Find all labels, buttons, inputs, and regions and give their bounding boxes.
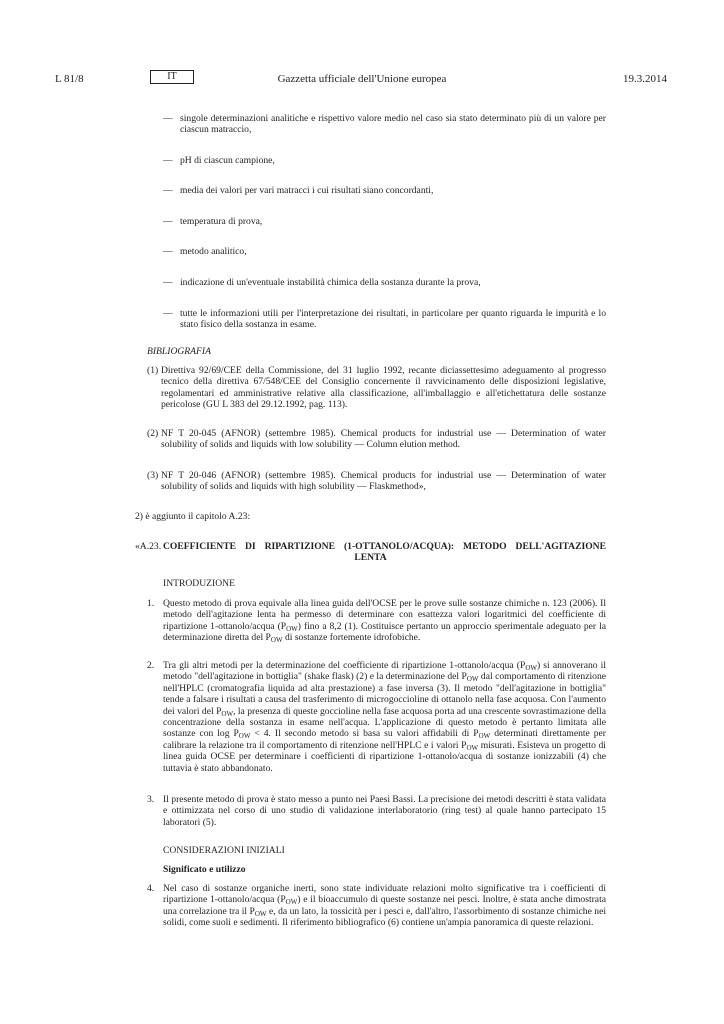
- paragraph-2: 2. Tra gli altri metodi per la determinazione del coefficiente di ripartizione 1-ottanolo/acqua $(P_{OW})$ si annoverano il metodo "dell'agitazione in bottiglia" (shake flask) (2) e la determinazione del $P_{OW}$ dal comportamento di ritenzione nell'HPLC (cromatografia liquida ad alta prestazione) a fase inversa (3). Il metodo "dell'agitazione in bottiglia" tende a falsare i risultati a causa del trasferimento di microgoccioline di ottanolo nella fase acquosa. Con l'aumento dei valori del $P_{OW}$, la presenza di queste goccioline nella fase acquosa porta ad una crescente sovrastimazione della concentrazione della sostanza in esame nell'acqua. L'applicazione di questo metodo è pertanto limitata alle sostanze con $\log P_{OW} < 4$. Il secondo metodo si basa su valori affidabili di $P_{OW}$ determinati direttamente per calibrare la relazione tra il comportamento di ritenzione nell'HPLC e i valori $P_{OW}$ misurati. Esisteva un progetto di linea guida OCSE per determinare i coefficienti di ripartizione 1-ottanolo/acqua di sostanze ionizzabili (4) che tuttavia è stato abbandonato.: [147, 660, 607, 774]
- dash-item: — indicazione di un'eventuale instabilità chimica della sostanza durante la prova,: [163, 277, 481, 288]
- section-title-line1: COEFFICIENTE DI RIPARTIZIONE (1-OTTANOLO/ACQUA): METODO DELL'AGITAZIONE: [163, 541, 606, 552]
- paragraph-3: 3. Il presente metodo di prova è stato messo a punto nei Paesi Bassi. La precisione dei metodi descritti è stata validata e ottimizzata nel corso di uno studio di validazione interlaboratorio (ring test) al quale hanno partecipato 15 laboratori (5).: [147, 794, 606, 828]
- paragraph-4: 4. Nel caso di sostanze organiche inerti, sono state individuate relazioni molto significative tra i coefficienti di ripartizione 1-ottanolo/acqua $(P_{OW})$ e il bioaccumulo di queste sostanze nei pesci. Inoltre, è stata anche dimostrata una correlazione tra il $P_{OW}$ e, da un lato, la tossicità per i pesci e, dall'altro, l'assorbimento di sostanze chimiche nei solidi, come suoli e sedimenti. Il riferimento bibliografico (6) contiene un'ampia panoramica di queste relazioni.: [147, 883, 606, 929]
- dash-item: — metodo analitico,: [163, 246, 247, 257]
- dash-item: — temperatura di prova,: [163, 216, 263, 227]
- section-title-line2: LENTA: [354, 552, 387, 563]
- language-badge: IT: [150, 70, 194, 84]
- dash-item: — singole determinazioni analitiche e rispettivo valore medio nel caso sia stato determinato più di un valore per ciascun matraccio,: [163, 113, 606, 136]
- paragraph-1: 1. Questo metodo di prova equivale alla linea guida dell'OCSE per le prove sulle sostanze chimiche n. 123 (2006). Il metodo dell'agitazione lenta ha permesso di determinare con esattezza valori logaritmici del coefficiente di ripartizione 1-ottanolo/acqua $(P_{OW})$ fino a 8,2 (1). Costituisce pertanto un approccio sperimentale adeguato per la determinazione diretta del $P_{OW}$ di sostanze fortemente idrofobiche.: [147, 598, 606, 645]
- dash-item: — media dei valori per vari matracci i cui risultati siano concordanti,: [163, 185, 434, 196]
- bibliography-item: (3) NF T 20-046 (AFNOR) (settembre 1985). Chemical products for industrial use — Determination of water solubility of solids and liquids with high solubility — Flaskmethod»,: [147, 470, 606, 493]
- significance-heading: Significato e utilizzo: [163, 864, 246, 875]
- considerations-heading: CONSIDERAZIONI INIZIALI: [163, 845, 285, 856]
- intro-heading: INTRODUZIONE: [163, 578, 235, 589]
- section-title: [135, 541, 606, 565]
- journal-title: Gazzetta ufficiale dell'Unione europea: [277, 73, 447, 85]
- bibliography-title: BIBLIOGRAFIA: [147, 346, 211, 357]
- bibliography-item: (2) NF T 20-045 (AFNOR) (settembre 1985). Chemical products for industrial use — Determination of water solubility of solids and liquids with low solubility — Column elution method.: [147, 428, 606, 451]
- page-reference: L 81/8: [55, 73, 84, 85]
- bibliography-item: (1) Direttiva 92/69/CEE della Commissione, del 31 luglio 1992, recante diciassettesimo adeguamento al progresso tecnico della direttiva 67/548/CEE del Consiglio concernente il ravvicinamento delle disposizioni legislative, regolamentari ed amministrative relative alla classificazione, all'imballaggio e all'etichettatura delle sostanze pericolose (GU L 383 del 29.12.1992, pag. 113).: [147, 365, 606, 411]
- dash-item: — tutte le informazioni utili per l'interpretazione dei risultati, in particolare per quanto riguarda le impurità e lo stato fisico della sostanza in esame.: [163, 308, 606, 331]
- section-number: «A.23.: [135, 541, 162, 552]
- publication-date: 19.3.2014: [623, 73, 667, 85]
- dash-item: — pH di ciascun campione,: [163, 155, 275, 166]
- amendment-point: 2) è aggiunto il capitolo A.23:: [135, 511, 251, 522]
